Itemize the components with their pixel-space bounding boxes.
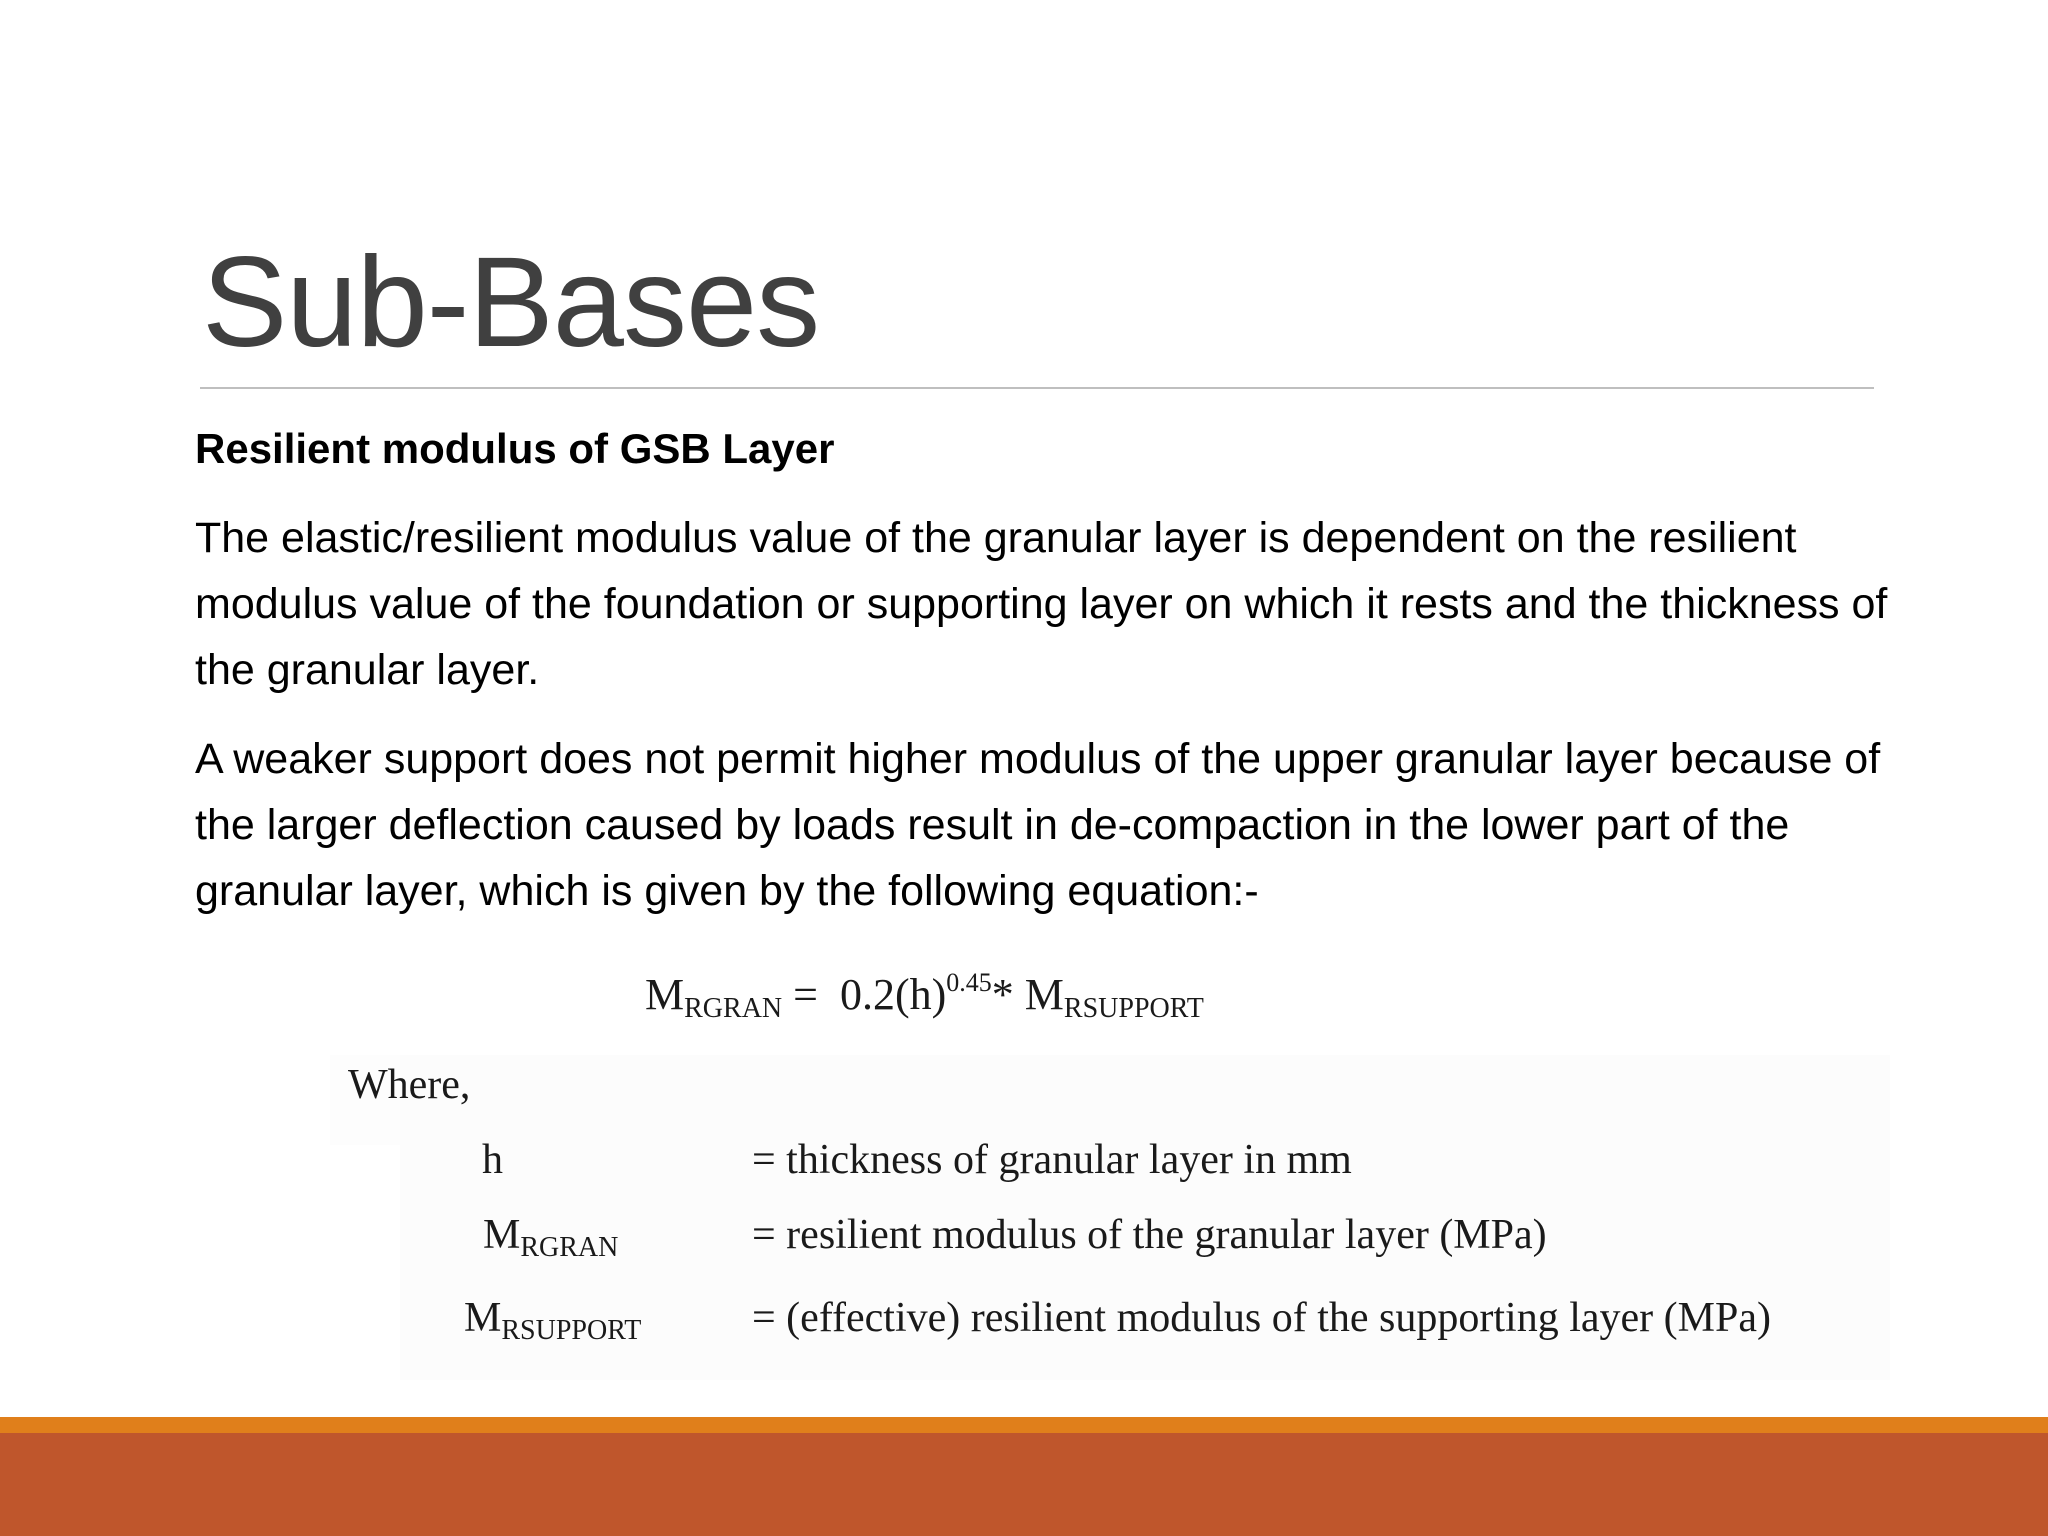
equation-times: * M <box>991 970 1064 1019</box>
definition-symbol-main: M <box>483 1212 521 1258</box>
where-label: Where, <box>348 1062 471 1108</box>
paragraph-2: A weaker support does not permit higher modulus of the upper granular layer because of the larger deflection caused by loads result in de-compaction in the lower part of the granular layer, which is given by the following equation:- <box>195 735 1881 915</box>
footer-band <box>0 1433 2048 1536</box>
footer-accent-band <box>0 1417 2048 1433</box>
equation-exponent: 0.45 <box>946 968 992 997</box>
definition-symbol-mrgran <box>483 1205 618 1265</box>
equation-figure <box>330 955 1870 1375</box>
resilient-modulus-equation <box>645 965 1204 1025</box>
paragraph-1: The elastic/resilient modulus value of the granular layer is dependent on the resilient modulus value of the foundation or supporting layer on which it rests and the thickness of the granular layer. <box>195 514 1888 694</box>
slide-title: Sub-Bases <box>202 231 820 374</box>
definition-symbol-mrsupport <box>464 1288 641 1348</box>
definition-text-mrgran: = resilient modulus of the granular layer (MPa) <box>752 1212 1547 1258</box>
definition-symbol-main: M <box>464 1295 502 1341</box>
definition-text-mrsupport: = (effective) resilient modulus of the supporting layer (MPa) <box>752 1295 1771 1341</box>
equation-lhs-symbol: M <box>645 970 685 1019</box>
equation-coefficient: 0.2(h) <box>839 970 947 1019</box>
definition-symbol-subscript: RSUPPORT <box>501 1315 642 1346</box>
definition-symbol-main: h <box>482 1137 503 1183</box>
equation-rhs-subscript: RSUPPORT <box>1063 993 1204 1024</box>
equation-lhs-subscript: RGRAN <box>684 993 783 1024</box>
equation-equals: = <box>782 970 840 1019</box>
title-divider <box>200 387 1874 389</box>
definition-symbol-subscript: RGRAN <box>520 1232 619 1263</box>
definition-text-h: = thickness of granular layer in mm <box>752 1137 1352 1183</box>
definition-symbol-h <box>482 1130 503 1190</box>
section-heading: Resilient modulus of GSB Layer <box>195 425 835 472</box>
